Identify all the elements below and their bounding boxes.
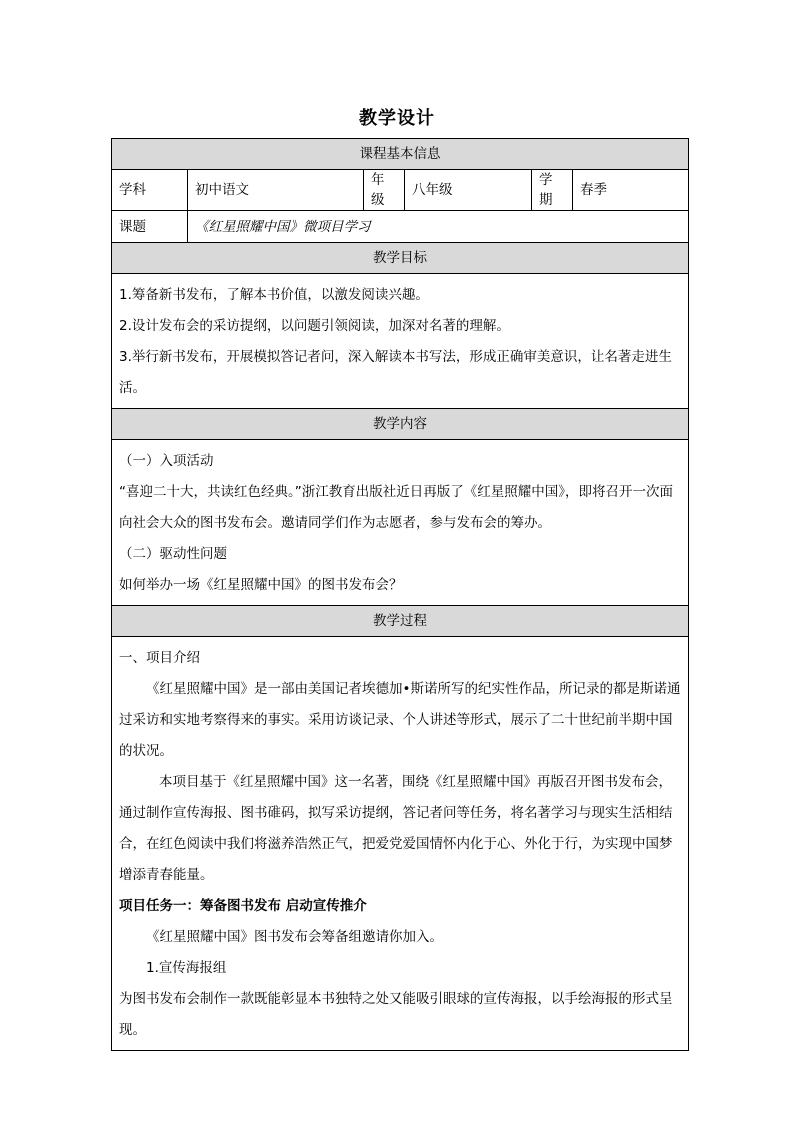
part-title: 一、项目介绍 <box>119 650 200 666</box>
objectives-header: 教学目标 <box>112 243 689 274</box>
content-header: 教学内容 <box>112 409 689 440</box>
lesson-plan-table <box>111 138 689 1051</box>
section-title: （一）入项活动 <box>119 453 214 469</box>
subject-label: 学科 <box>112 170 188 211</box>
task-title: 项目任务一：筹备图书发布 启动宣传推介 <box>119 898 367 914</box>
topic-label: 课题 <box>112 211 188 243</box>
subject-value: 初中语文 <box>188 170 364 211</box>
intro-paragraph: 《红星照耀中国》是一部由美国记者埃德加•斯诺所写的纪实性作品，所记录的都是斯诺通过采访和实地考察得来的事实。采用访谈记录、个人讲述等形式，展示了二十世纪前半期中国的状况。 <box>119 681 681 759</box>
section-title: （二）驱动性问题 <box>119 546 227 562</box>
basic-info-header: 课程基本信息 <box>112 139 689 170</box>
section-text: 如何举办一场《红星照耀中国》的图书发布会？ <box>119 577 403 593</box>
group-text: 为图书发布会制作一款既能彰显本书独特之处又能吸引眼球的宣传海报，以手绘海报的形式呈现。 <box>119 991 673 1038</box>
objectives-body <box>112 274 689 409</box>
process-header: 教学过程 <box>112 606 689 637</box>
term-value: 春季 <box>573 170 689 211</box>
objective-item: 2.设计发布会的采访提纲，以问题引领阅读，加深对名著的理解。 <box>119 318 510 334</box>
objective-item: 3.举行新书发布，开展模拟答记者问，深入解读本书写法，形成正确审美意识，让名著走进生活。 <box>119 349 672 396</box>
process-body <box>112 637 689 1051</box>
task-text: 《红星照耀中国》图书发布会筹备组邀请你加入。 <box>146 929 443 945</box>
content-body <box>112 440 689 606</box>
objective-item: 1.筹备新书发布，了解本书价值，以激发阅读兴趣。 <box>119 287 429 303</box>
page-title: 教学设计 <box>359 108 435 129</box>
group-title: 1.宣传海报组 <box>146 960 227 976</box>
term-label: 学期 <box>532 170 573 211</box>
section-text: “喜迎二十大，共读红色经典。”浙江教育出版社近日再版了《红星照耀中国》，即将召开一次面向社会大众的图书发布会。邀请同学们作为志愿者，参与发布会的筹办。 <box>119 484 673 531</box>
grade-label: 年级 <box>364 170 405 211</box>
grade-value: 八年级 <box>405 170 532 211</box>
intro-paragraph: 本项目基于《红星照耀中国》这一名著，围绕《红星照耀中国》再版召开图书发布会，通过制作宣传海报、图书碓码，拟写采访提纲，答记者问等任务，将名著学习与现实生活相结合，在红色阅读中我们将滋养浩然正气，把爱党爱国情怀内化于心、外化于行，为实现中国梦增添青春能量。 <box>119 774 673 883</box>
topic-value: 《红星照耀中国》微项目学习 <box>188 211 689 243</box>
